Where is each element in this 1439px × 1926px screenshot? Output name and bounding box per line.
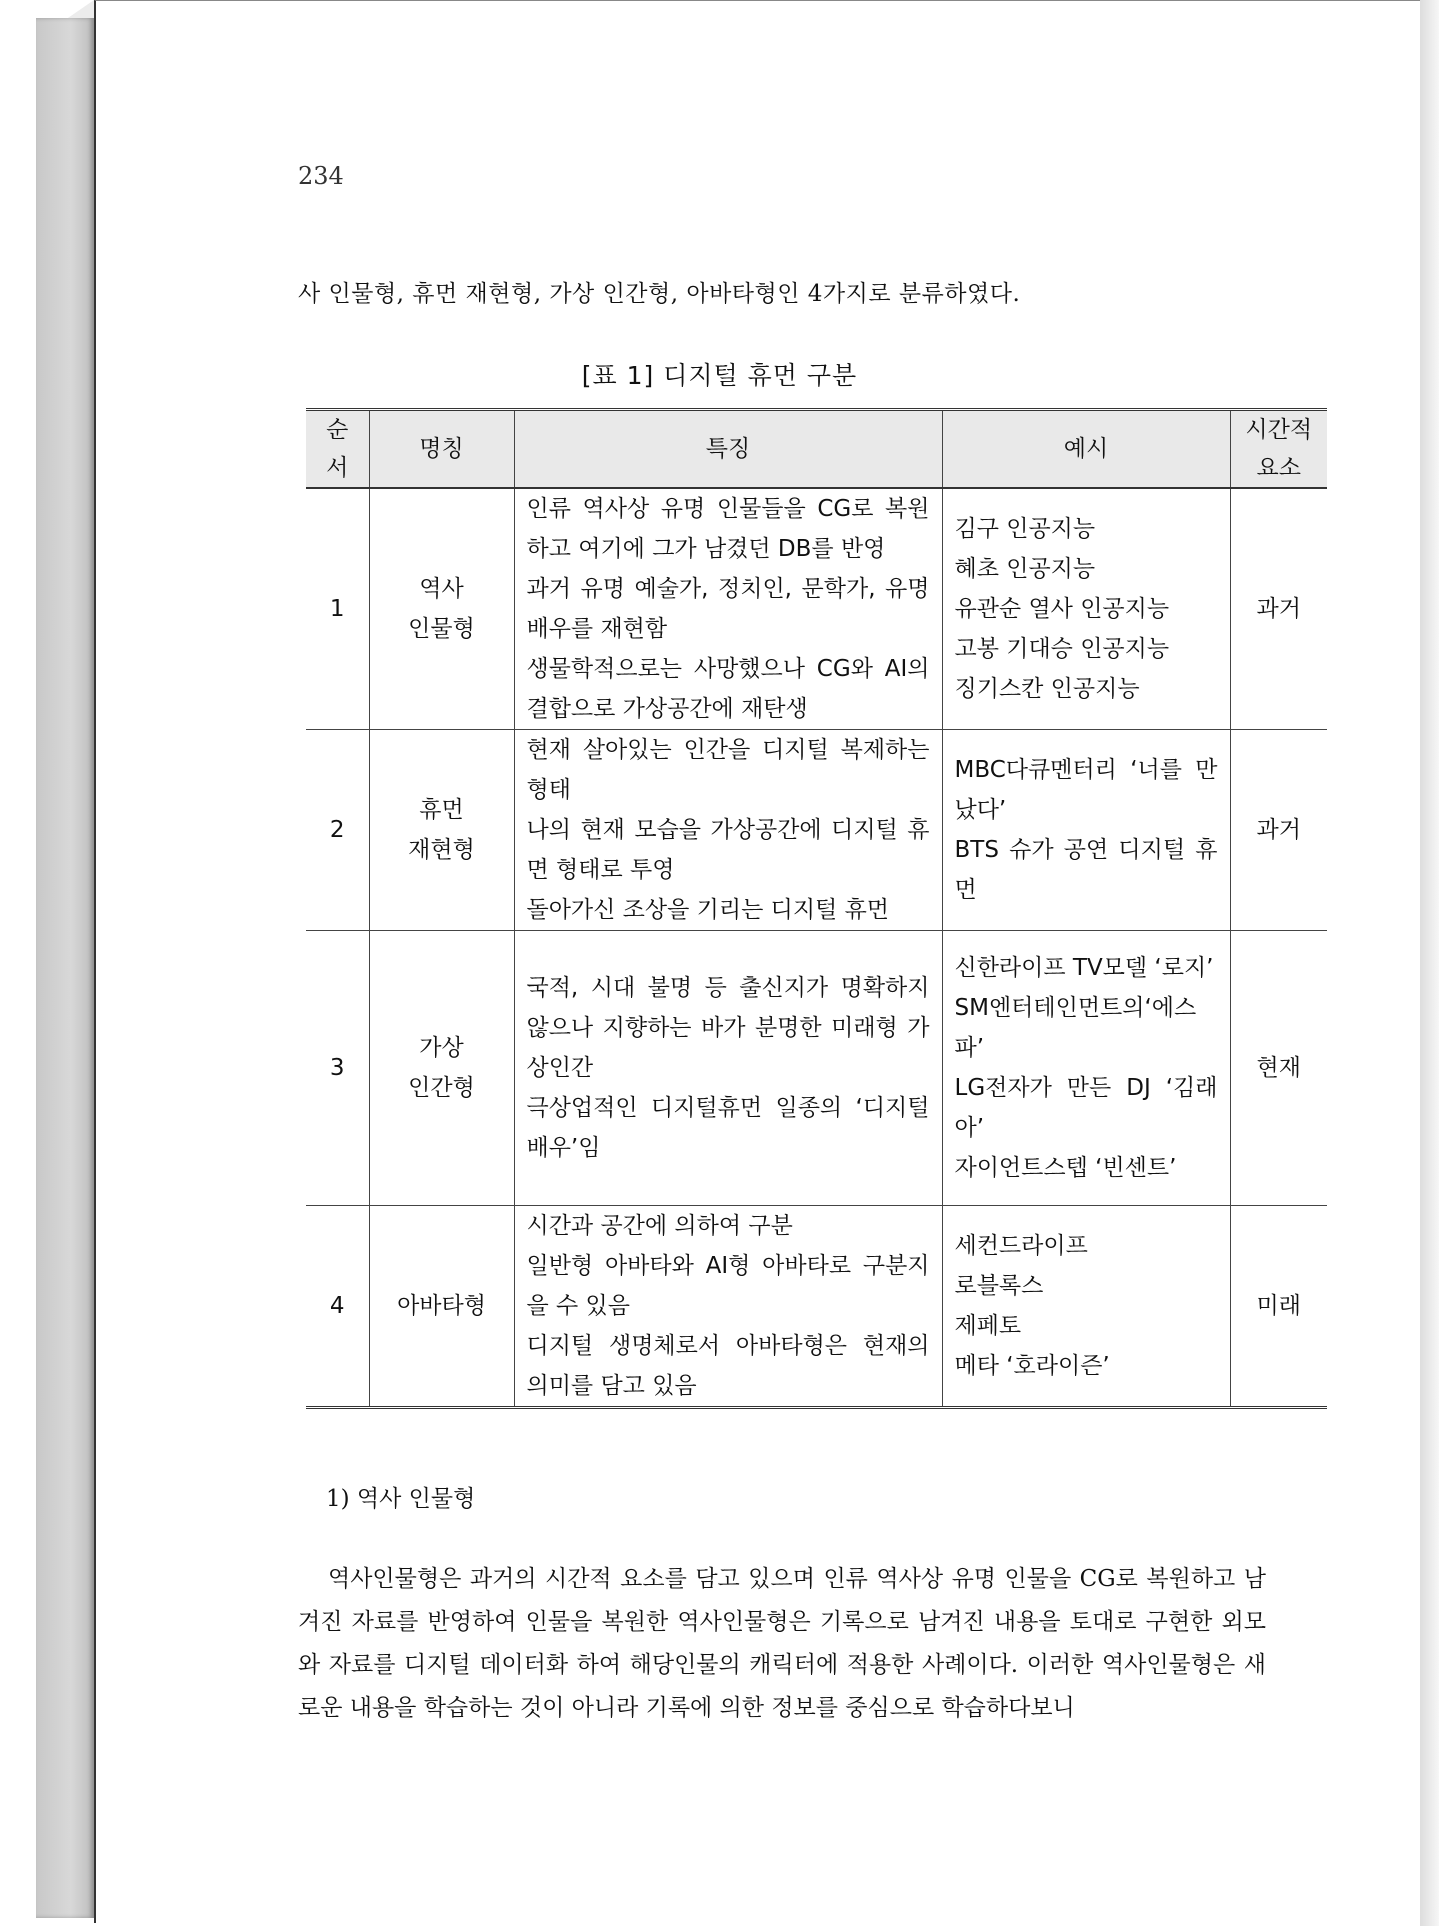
table-row (306, 730, 1327, 931)
row-examples: 신한라이프 TV모델 ‘로지’ SM엔터테인먼트의‘에스파’ LG전자가 만든 DJ ‘김래아’ 자이언트스텝 ‘빈센트’ (942, 931, 1230, 1206)
row-name: 가상 인간형 (369, 931, 514, 1206)
book-spine (36, 18, 94, 1918)
row-time: 현재 (1230, 931, 1327, 1206)
header-features: 특징 (514, 410, 942, 489)
row-name: 역사 인물형 (369, 488, 514, 730)
table-caption: [표 1] 디지털 휴먼 구분 (581, 361, 858, 390)
header-time: 시간적 요소 (1230, 410, 1327, 489)
row-order: 2 (306, 730, 369, 931)
row-features: 인류 역사상 유명 인물들을 CG로 복원하고 여기에 그가 남겼던 DB를 반영 과거 유명 예술가, 정치인, 문학가, 유명배우를 재현함 생물학적으로는 사망했으나 CG와 AI의 결합으로 가상공간에 재탄생 (514, 488, 942, 730)
row-order: 4 (306, 1206, 369, 1408)
section-heading: 1) 역사 인물형 (326, 1486, 476, 1512)
row-features: 현재 살아있는 인간을 디지털 복제하는 형태 나의 현재 모습을 가상공간에 디지털 휴면 형태로 투영 돌아가신 조상을 기리는 디지털 휴먼 (514, 730, 942, 931)
page-number: 234 (298, 162, 344, 190)
table-header-row (306, 410, 1327, 489)
row-name: 휴먼 재현형 (369, 730, 514, 931)
section-paragraph: 역사인물형은 과거의 시간적 요소를 담고 있으며 인류 역사상 유명 인물을 CG로 복원하고 남겨진 자료를 반영하여 인물을 복원한 역사인물형은 기록으로 남겨진 내용을 토대로 구현한 외모와 자료를 디지털 데이터화 하여 해당인물의 캐릭터에 적용한 사례이다. 이러한 역사인물형은 새로운 내용을 학습하는 것이 아니라 기록에 의한 정보를 중심으로 학습하다보니 (298, 1566, 1266, 1721)
row-time: 미래 (1230, 1206, 1327, 1408)
row-examples: 김구 인공지능 혜초 인공지능 유관순 열사 인공지능 고봉 기대승 인공지능 징기스칸 인공지능 (942, 488, 1230, 730)
header-order: 순 서 (306, 410, 369, 489)
row-examples: 세컨드라이프 로블록스 제페토 메타 ‘호라이즌’ (942, 1206, 1230, 1408)
row-order: 1 (306, 488, 369, 730)
row-features: 국적, 시대 불명 등 출신지가 명확하지 않으나 지향하는 바가 분명한 미래형 가상인간 극상업적인 디지털휴먼 일종의 ‘디지털 배우’임 (514, 931, 942, 1206)
row-examples: MBC다큐멘터리 ‘너를 만났다’ BTS 슈가 공연 디지털 휴먼 (942, 730, 1230, 931)
header-name: 명칭 (369, 410, 514, 489)
digital-human-table (306, 408, 1327, 1409)
row-time: 과거 (1230, 730, 1327, 931)
row-name: 아바타형 (369, 1206, 514, 1408)
table-row (306, 931, 1327, 1206)
page-edge-shadow (1420, 0, 1439, 1926)
header-examples: 예시 (942, 410, 1230, 489)
row-time: 과거 (1230, 488, 1327, 730)
row-order: 3 (306, 931, 369, 1206)
row-features: 시간과 공간에 의하여 구분 일반형 아바타와 AI형 아바타로 구분지을 수 있음 디지털 생명체로서 아바타형은 현재의 의미를 담고 있음 (514, 1206, 942, 1408)
table-row (306, 1206, 1327, 1408)
intro-line: 사 인물형, 휴먼 재현형, 가상 인간형, 아바타형인 4가지로 분류하였다. (298, 281, 1021, 307)
table-row (306, 488, 1327, 730)
